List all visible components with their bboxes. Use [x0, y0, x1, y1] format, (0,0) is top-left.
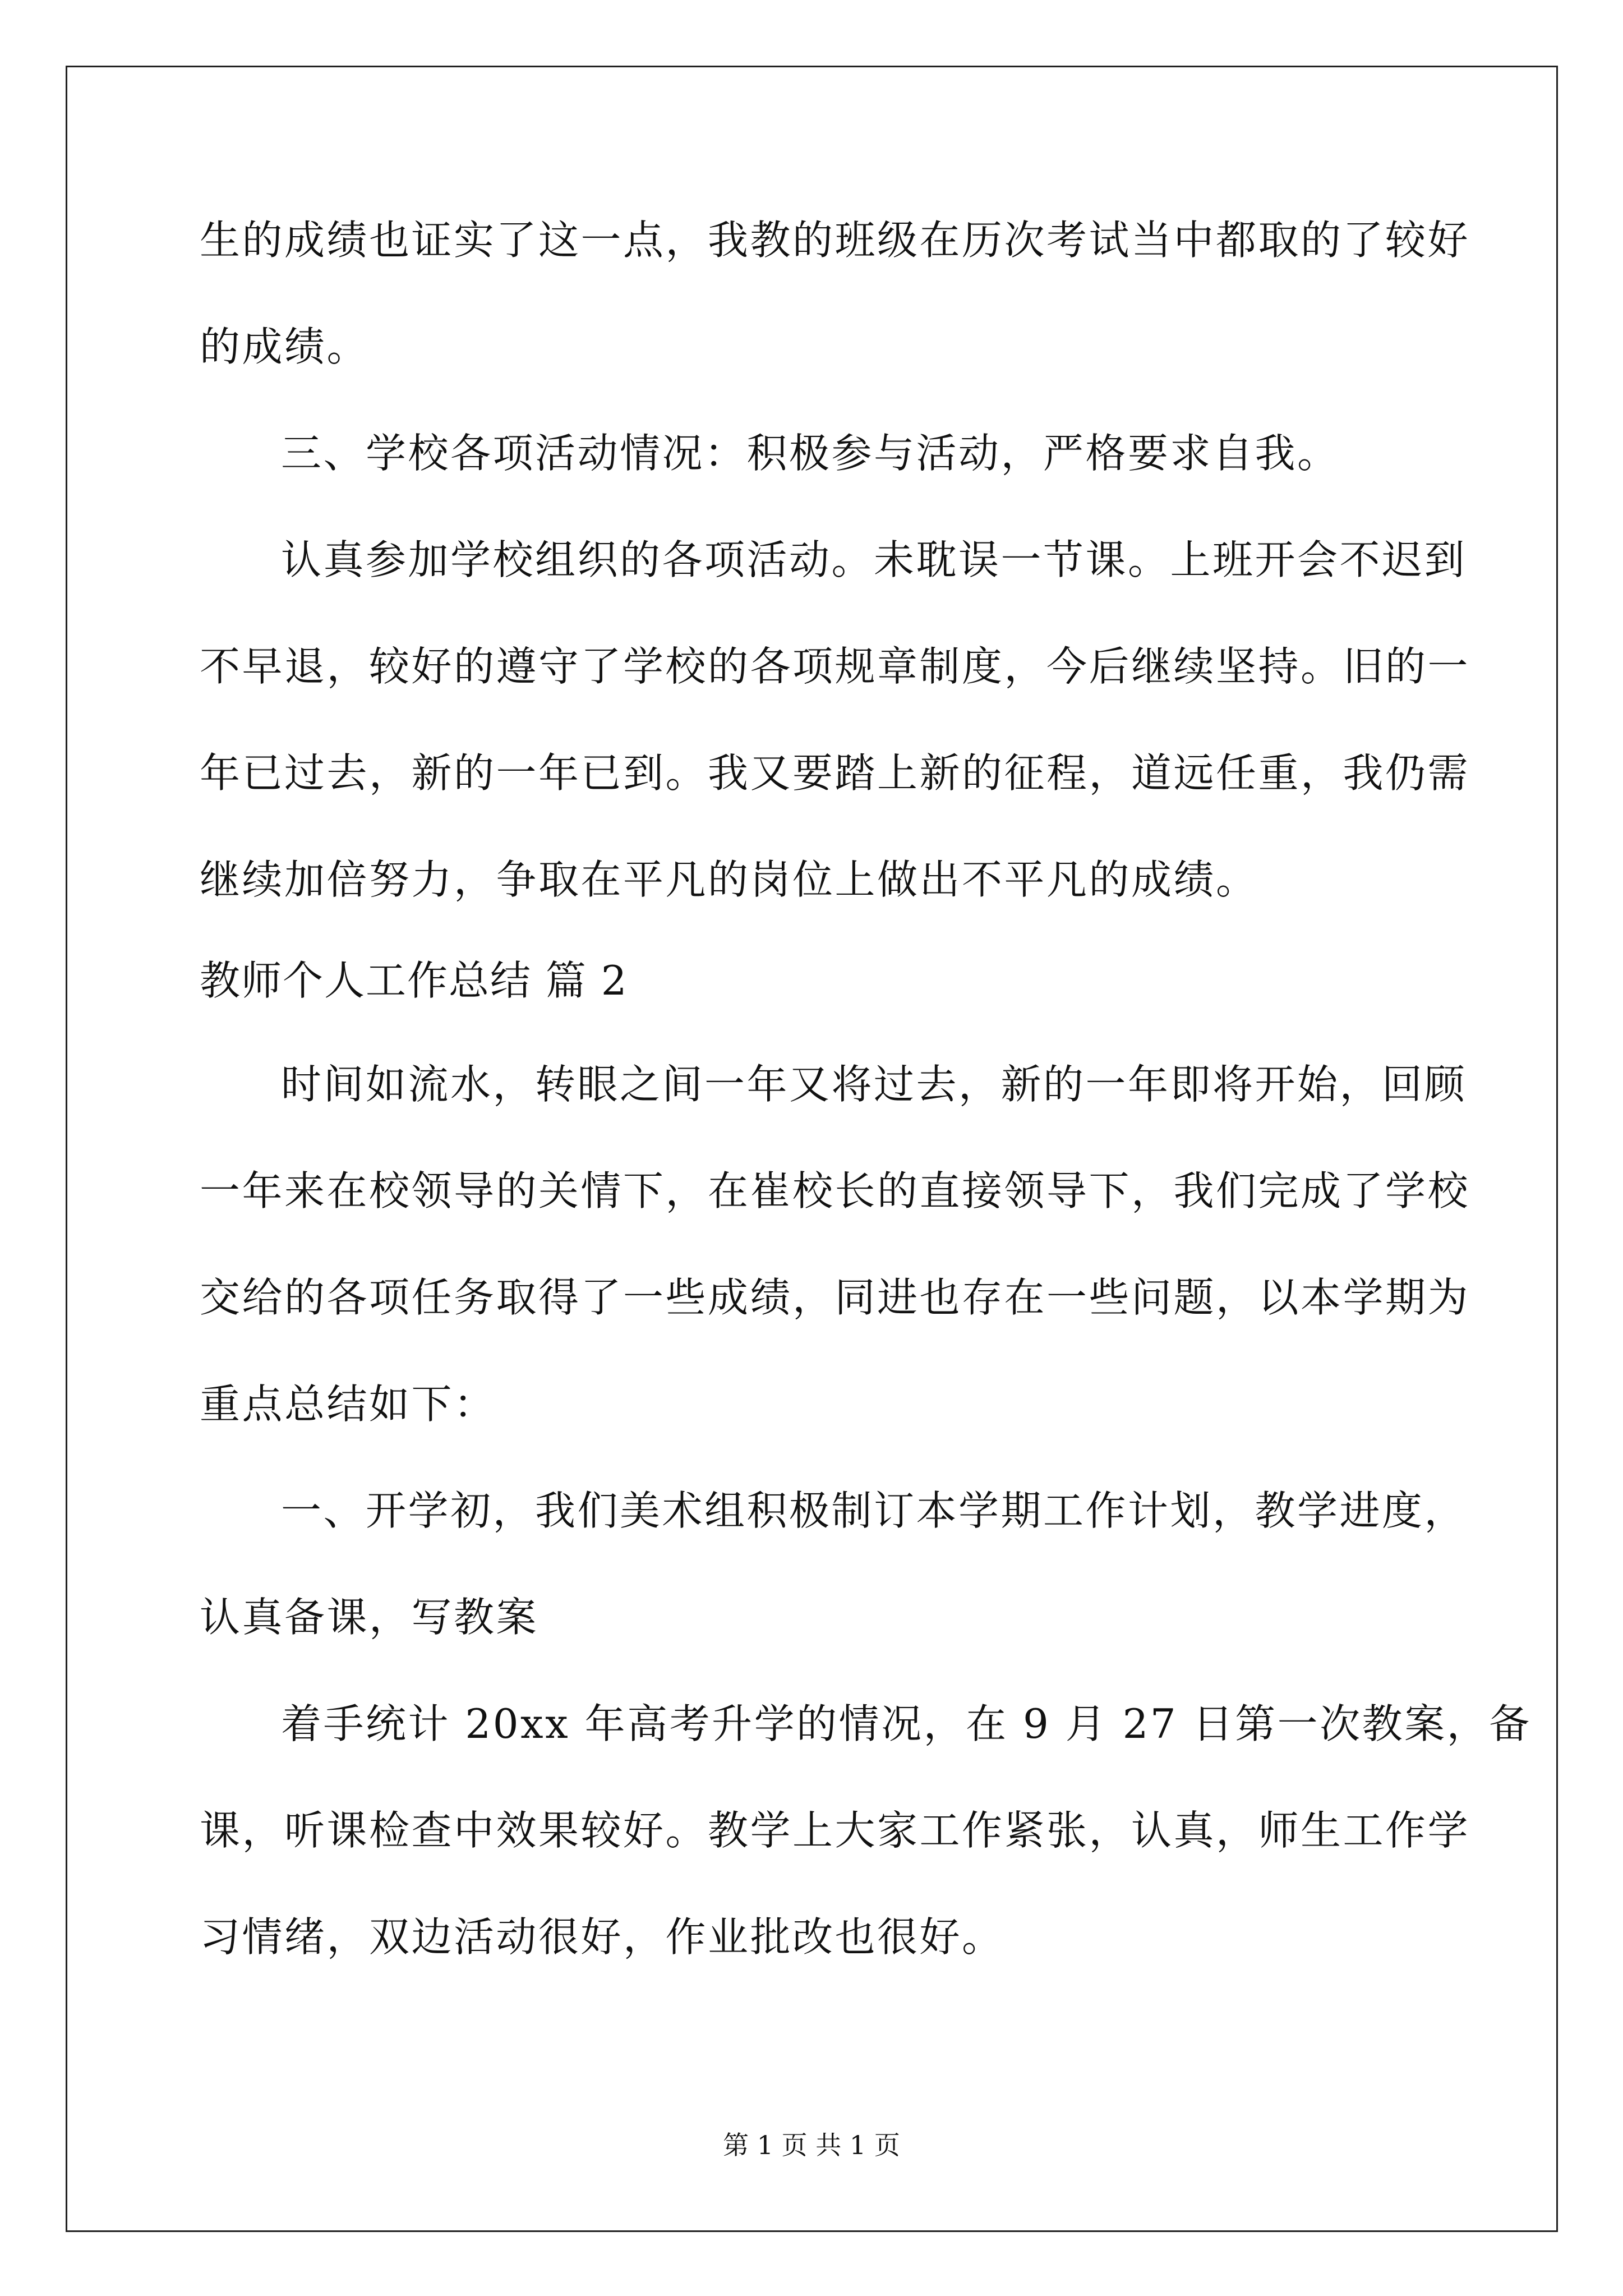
paragraph-line: 生的成绩也证实了这一点，我教的班级在历次考试当中都取的了较好 [200, 217, 1470, 264]
section-heading-line: 一、开学初，我们美术组积极制订本学期工作计划，教学进度， [281, 1487, 1467, 1534]
paragraph-line: 着手统计 20xx 年高考升学的情况，在 9 月 27 日第一次教案，备 [281, 1700, 1532, 1747]
paragraph-line: 课，听课检查中效果较好。教学上大家工作紧张，认真，师生工作学 [200, 1807, 1470, 1854]
paragraph-line: 习情绪，双边活动很好，作业批改也很好。 [200, 1913, 1004, 1961]
paragraph-line: 继续加倍努力，争取在平凡的岗位上做出不平凡的成绩。 [200, 856, 1258, 903]
paragraph-line: 一年来在校领导的关情下，在崔校长的直接领导下，我们完成了学校 [200, 1167, 1470, 1214]
paragraph-line: 时间如流水，转眼之间一年又将过去，新的一年即将开始，回顾 [281, 1061, 1467, 1108]
page-number-footer: 第 1 页 共 1 页 [723, 2130, 900, 2160]
paragraph-line: 不早退，较好的遵守了学校的各项规章制度，今后继续坚持。旧的一 [200, 643, 1470, 690]
paragraph-line: 重点总结如下： [200, 1381, 496, 1428]
article-title: 教师个人工作总结 篇 2 [200, 957, 628, 1004]
paragraph-line: 的成绩。 [200, 323, 370, 370]
paragraph-line: 年已过去，新的一年已到。我又要踏上新的征程，道远任重，我仍需 [200, 749, 1470, 797]
paragraph-line: 交给的各项任务取得了一些成绩，同进也存在一些问题，以本学期为 [200, 1274, 1470, 1321]
page-border [66, 66, 1558, 2232]
paragraph-line: 认真备课，写教案 [200, 1594, 539, 1641]
section-heading-line: 三、学校各项活动情况：积极参与活动，严格要求自我。 [281, 430, 1340, 477]
paragraph-line: 认真参加学校组织的各项活动。未耽误一节课。上班开会不迟到 [281, 536, 1467, 583]
